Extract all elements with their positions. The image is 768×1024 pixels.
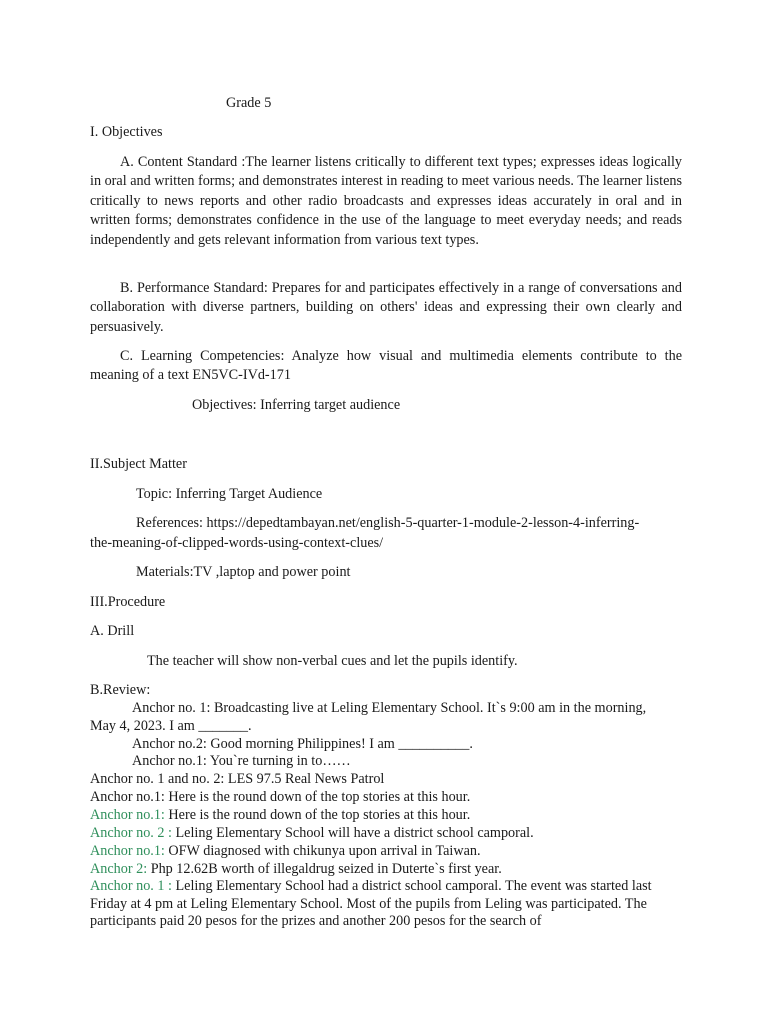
performance-standard [90, 279, 682, 337]
review-line-text: Anchor no.1: Here is the round down of the top stories at this hour. [90, 789, 471, 805]
review-line [90, 860, 502, 878]
review-line [132, 735, 473, 753]
subject-matter-title: II.Subject Matter [90, 456, 187, 472]
review-title: B.Review: [90, 682, 151, 698]
speaker-label: Anchor no.1: [90, 807, 165, 823]
materials-line: Materials:TV ,laptop and power point [136, 564, 351, 580]
procedure-title: III.Procedure [90, 594, 166, 610]
performance-standard-text: B. Performance Standard: Prepares for and participates effectively in a range of conversations and collaboration with diverse partners, building on others' ideas and expressing their own clearly and persuasively. [90, 280, 682, 335]
review-line [132, 752, 351, 770]
content-standard [90, 153, 682, 250]
review-line-text: Anchor no.2: Good morning Philippines! I am __________. [132, 736, 473, 752]
speaker-label: Anchor no.1: [90, 843, 165, 859]
review-line-text: Anchor no. 1: Broadcasting live at Leling Elementary School. It`s 9:00 am in the morning, [132, 700, 647, 716]
review-line [90, 806, 470, 824]
review-line [90, 842, 481, 860]
objective-line: Objectives: Inferring target audience [192, 397, 401, 413]
review-line-text: Anchor no.1: You`re turning in to…… [132, 753, 351, 769]
grade-heading: Grade 5 [226, 95, 272, 111]
review-line [132, 699, 646, 717]
review-line [90, 770, 384, 788]
drill-text: The teacher will show non-verbal cues and let the pupils identify. [147, 653, 518, 669]
review-line-text: Leling Elementary School will have a district school camporal. [171, 825, 534, 841]
review-line-text: May 4, 2023. I am _______. [90, 718, 252, 734]
review-line-text: Anchor no. 1 and no. 2: LES 97.5 Real News Patrol [90, 771, 385, 787]
review-line-text: Php 12.62B worth of illegaldrug seized in Duterte`s first year. [147, 861, 502, 877]
topic-line: Topic: Inferring Target Audience [136, 486, 323, 502]
learning-competencies-text: C. Learning Competencies: Analyze how visual and multimedia elements contribute to the meaning of a text EN5VC-IVd-171 [90, 348, 682, 384]
content-standard-text: A. Content Standard :The learner listens critically to different text types; expresses ideas logically in oral and written forms; and demonstrates interest in reading to meet various needs. The learner listens critically to news reports and other radio broadcasts and expresses ideas accurately in oral and in written forms; demonstrates confidence in the use of the language to meet everyday needs; and reads independently and gets relevant information from various text types. [90, 154, 682, 248]
speaker-label: Anchor no. 2 : [90, 825, 172, 841]
drill-title: A. Drill [90, 623, 135, 639]
speaker-label: Anchor no. 1 : [90, 878, 172, 894]
review-line [90, 717, 252, 735]
objectives-title: I. Objectives [90, 124, 163, 140]
learning-competencies [90, 347, 682, 386]
review-line-text: Leling Elementary School had a district school camporal. The event was started last Friday at 4 pm at Leling Elementary School. Most of the pupils from Leling was participated. The participants paid 20 pesos for the prizes and another 200 pesos for the search of [90, 878, 652, 929]
speaker-label: Anchor 2: [90, 861, 148, 877]
review-line [90, 824, 534, 842]
review-paragraph [90, 878, 682, 931]
references-line-1: References: https://depedtambayan.net/english-5-quarter-1-module-2-lesson-4-inferring- [136, 515, 640, 531]
references-line-2: the-meaning-of-clipped-words-using-context-clues/ [90, 535, 384, 551]
review-line [90, 788, 470, 806]
review-line-text: OFW diagnosed with chikunya upon arrival in Taiwan. [164, 843, 481, 859]
review-line-text: Here is the round down of the top stories at this hour. [164, 807, 471, 823]
